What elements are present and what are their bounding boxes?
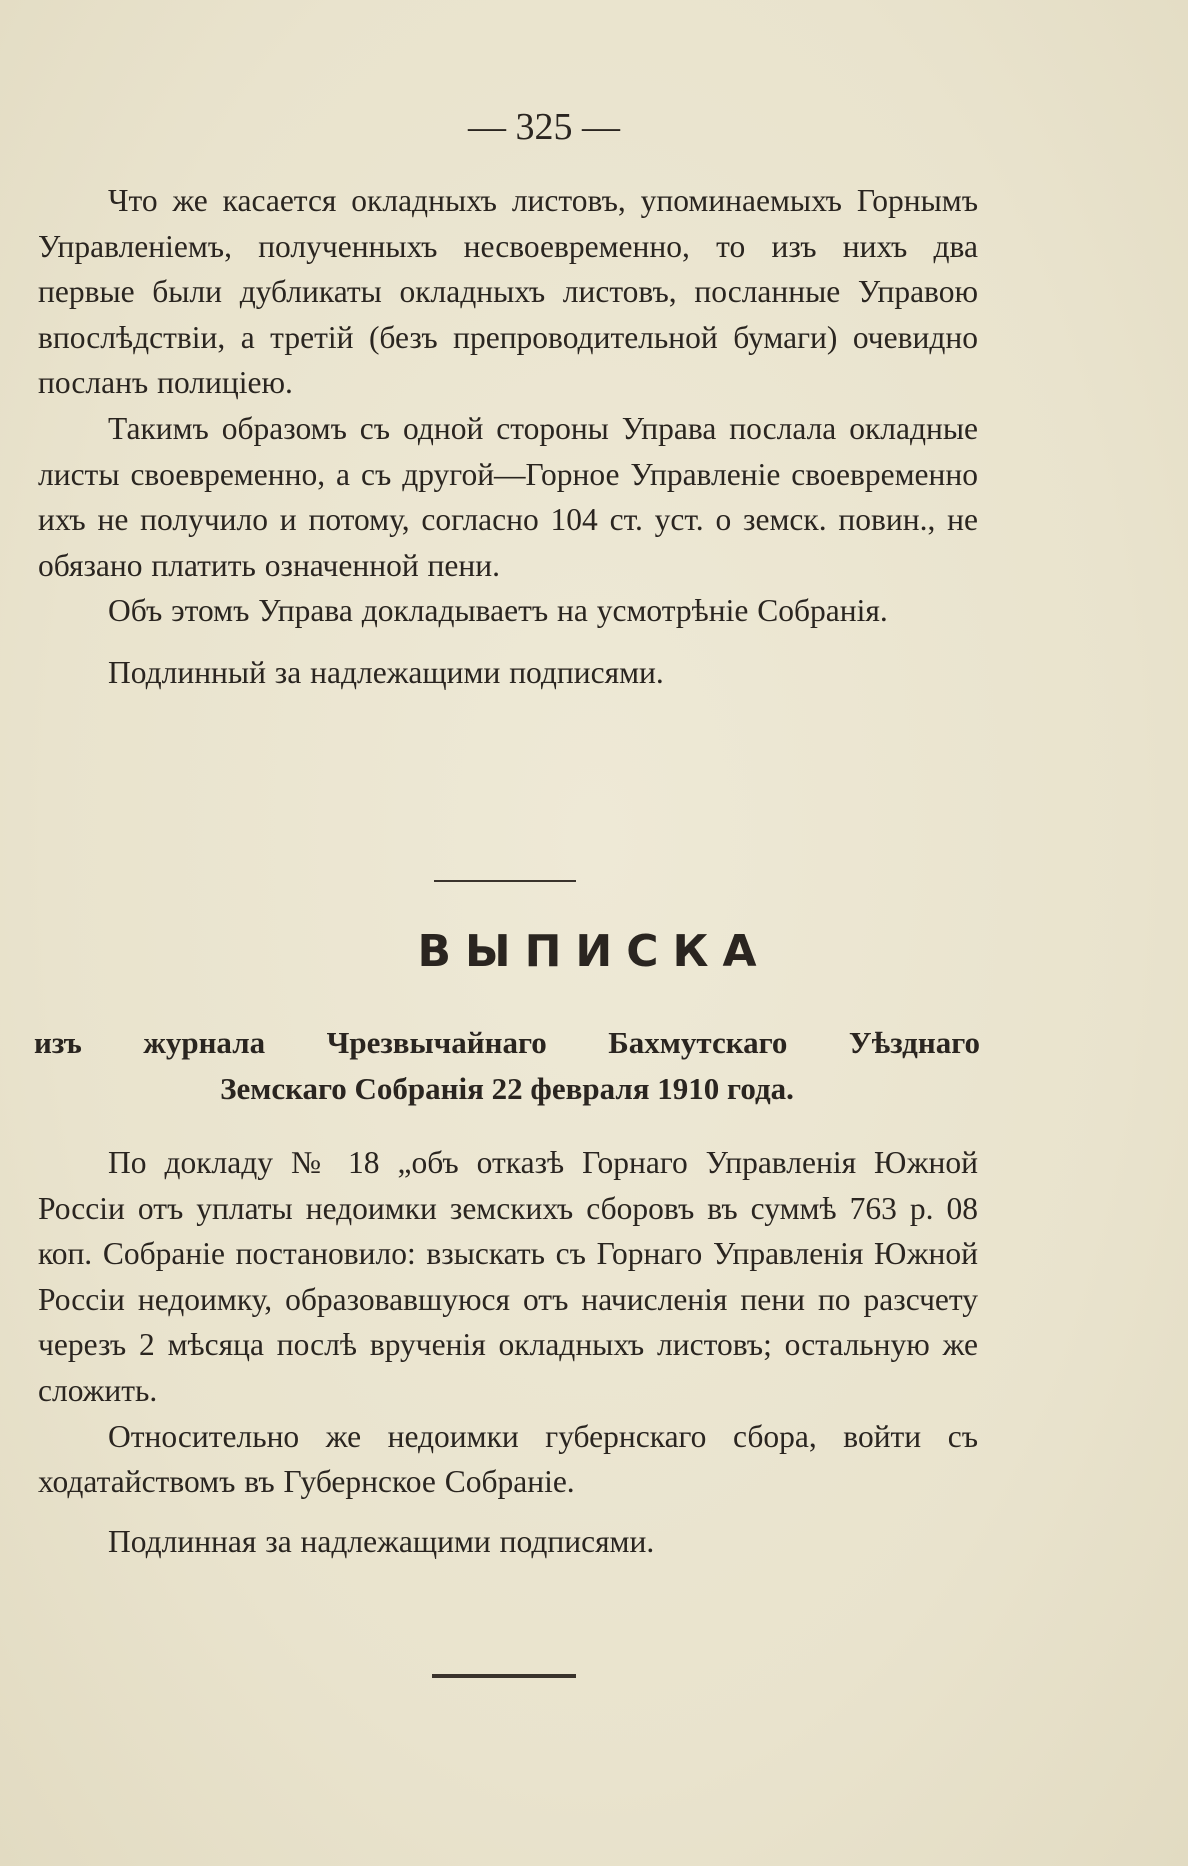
subheading-line-1: изъ журнала Чрезвычайнаго Бахмутскаго Уѣзднаго [34, 1025, 980, 1060]
section-2-body [38, 1140, 978, 1564]
section-1-body [38, 178, 978, 696]
paragraph-3: Объ этомъ Управа докладываетъ на усмотрѣніе Собранія. [108, 593, 888, 629]
section-heading: ВЫПИСКА [417, 926, 771, 977]
paragraph-5: Относительно же недоимки губернскаго сбора, войти съ ходатайствомъ въ Губернское Собраніе. [38, 1418, 978, 1500]
subheading-line-2: Земскаго Собранія 22 февраля 1910 года. [220, 1071, 794, 1106]
paragraph-1: Что же касается окладныхъ листовъ, упоминаемыхъ Горнымъ Управленіемъ, полученныхъ несвоевременно, то изъ нихъ два первые были дубликаты окладныхъ листовъ, посланные Управою впослѣдствіи, а третій (безъ препроводительной бумаги) очевидно посланъ полиціею. [38, 183, 978, 401]
page-number: — 325 — [468, 106, 620, 148]
section-subheading [34, 1020, 980, 1112]
signature-1: Подлинный за надлежащими подписями. [108, 654, 664, 690]
signature-2: Подлинная за надлежащими подписями. [108, 1523, 655, 1559]
paragraph-2: Такимъ образомъ съ одной стороны Управа послала окладные листы своевременно, а съ другой—Горное Управленіе своевременно ихъ не получило и потому, согласно 104 ст. уст. о земск. повин., не обязано платить означенной пени. [38, 410, 978, 583]
divider-bottom [432, 1674, 576, 1678]
divider-top [434, 880, 576, 882]
paragraph-4: По докладу № 18 „объ отказѣ Горнаго Управленія Южной Россіи отъ уплаты недоимки земскихъ сборовъ въ суммѣ 763 р. 08 коп. Собраніе постановило: взыскать съ Горнаго Управленія Южной Россіи недоимку, образовавшуюся отъ начисленія пени по разсчету черезъ 2 мѣсяца послѣ врученія окладныхъ листовъ; остальную же сложить. [38, 1145, 978, 1408]
